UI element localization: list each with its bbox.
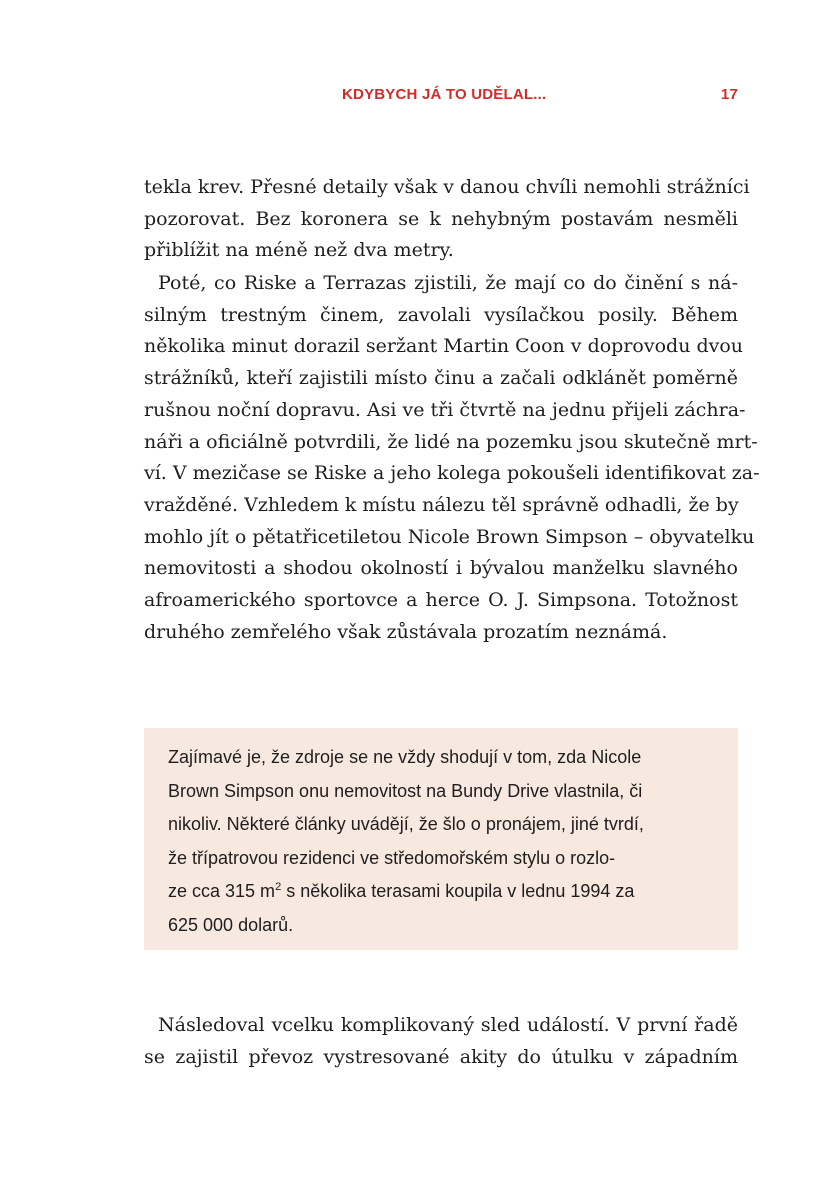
text-line: pozorovat. Bez koronera se k nehybným postavám nesměli — [144, 207, 738, 230]
paragraph-3 — [144, 1010, 738, 1073]
info-box — [144, 728, 738, 950]
text-line: se zajistil převoz vystresované akity do útulku v západním — [144, 1045, 738, 1068]
info-line: Zajímavé je, že zdroje se ne vždy shodují v tom, zda Nicole — [168, 747, 642, 767]
text-line: druhého zemřelého však zůstávala prozatím neznámá. — [144, 620, 668, 643]
info-text-part: s několika terasami koupila v lednu 1994 za — [281, 881, 635, 902]
info-box-text — [168, 741, 714, 943]
text-line: nemovitosti a shodou okolností i bývalou manželku slavného — [144, 557, 738, 580]
text-line: silným trestným činem, zavolali vysílačkou posily. Během — [144, 303, 738, 326]
info-line: 625 000 dolarů. — [168, 914, 294, 935]
text-line: ví. V mezičase se Riske a jeho kolega pokoušeli identifikovat za- — [144, 462, 760, 485]
running-head — [0, 86, 836, 110]
text-line: afroamerického sportovce a herce O. J. Simpsona. Totožnost — [144, 589, 738, 612]
text-line: strážníků, kteří zajistili místo činu a začali odklánět poměrně — [144, 367, 738, 390]
text-line: Poté, co Riske a Terrazas zjistili, že mají co do činění s ná- — [158, 272, 738, 294]
info-line: že třípatrovou rezidenci ve středomořském stylu o rozlo- — [168, 847, 616, 868]
info-line — [168, 875, 714, 909]
info-text-part: ze cca 315 m — [168, 881, 276, 902]
paragraph-1 — [144, 172, 750, 267]
text-line: náři a oficiálně potvrdili, že lidé na pozemku jsou skutečně mrt- — [144, 430, 758, 453]
text-line: tekla krev. Přesné detaily však v danou chvíli nemohli strážníci — [144, 176, 750, 198]
text-line: rušnou noční dopravu. Asi ve tři čtvrtě na jednu přijeli záchra- — [144, 398, 746, 421]
running-title: KDYBYCH JÁ TO UDĚLAL... — [342, 86, 547, 103]
superscript: 2 — [275, 881, 282, 894]
text-line: přiblížit na méně než dva metry. — [144, 239, 454, 262]
text-line: vražděné. Vzhledem k místu nálezu těl správně odhadli, že by — [144, 493, 739, 516]
paragraph-2 — [144, 268, 760, 648]
text-line: několika minut dorazil seržant Martin Coon v doprovodu dvou — [144, 335, 744, 358]
info-line: nikoliv. Některé články uvádějí, že šlo o pronájem, jiné tvrdí, — [168, 814, 644, 835]
info-line: Brown Simpson onu nemovitost na Bundy Drive vlastnila, či — [168, 780, 643, 801]
page-number: 17 — [720, 86, 738, 103]
text-line: Následoval vcelku komplikovaný sled událostí. V první řadě — [158, 1014, 738, 1036]
text-line: mohlo jít o pětatřicetiletou Nicole Brown Simpson – obyvatelku — [144, 525, 755, 548]
